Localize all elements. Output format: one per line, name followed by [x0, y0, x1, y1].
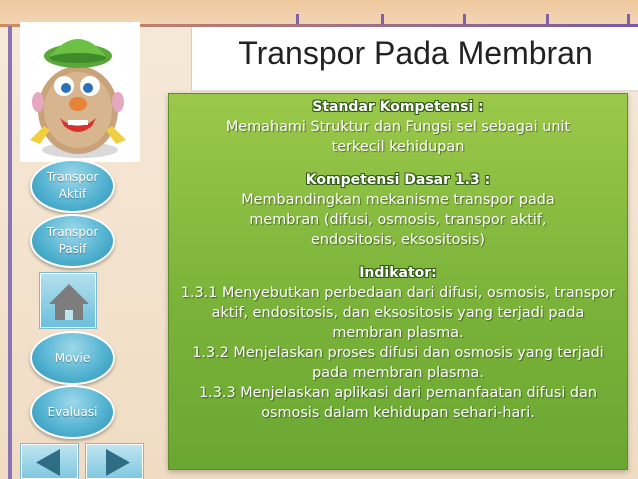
potato-head-illustration — [20, 22, 140, 162]
right-arrow-icon — [87, 445, 144, 479]
evaluasi-button[interactable]: Evaluasi — [30, 385, 115, 439]
indikator-3-text: 1.3.3 Menjelaskan aplikasi dari pemanfaatan difusi dan osmosis dalam kehidupan sehari-hari. — [199, 385, 597, 421]
standar-kompetensi-text: Memahami Struktur dan Fungsi sel sebagai unit terkecil kehidupan — [225, 119, 571, 155]
left-arrow-icon — [22, 445, 79, 479]
home-icon — [41, 274, 97, 329]
transpor-pasif-button[interactable]: Transpor Pasif — [30, 214, 115, 268]
competency-content-box — [168, 93, 628, 470]
indikator-1-text: 1.3.1 Menyebutkan perbedaan dari difusi, osmosis, transpor aktif, endositosis, dan eksositosis yang terjadi pada membran plasma. — [180, 285, 616, 341]
page-title: Transpor Pada Membran — [238, 35, 593, 71]
home-button[interactable] — [40, 273, 96, 328]
previous-slide-button[interactable] — [21, 444, 78, 479]
kompetensi-dasar-text: Membandingkan mekanisme transpor pada membran (difusi, osmosis, transpor aktif, endositosis, eksositosis) — [241, 192, 555, 248]
title-underline — [191, 90, 638, 92]
transpor-aktif-button[interactable]: Transpor Aktif — [30, 159, 115, 213]
standar-kompetensi-heading: Standar Kompetensi : — [312, 99, 484, 115]
kompetensi-dasar-heading: Kompetensi Dasar 1.3 : — [305, 172, 491, 188]
title-box — [191, 27, 638, 91]
potato-figure-image — [20, 22, 140, 162]
next-slide-button[interactable] — [86, 444, 143, 479]
indikator-2-text: 1.3.2 Menjelaskan proses difusi dan osmosis yang terjadi pada membran plasma. — [192, 345, 604, 381]
movie-button[interactable]: Movie — [30, 331, 115, 385]
left-rail — [8, 26, 12, 479]
indikator-heading: Indikator: — [359, 265, 437, 281]
